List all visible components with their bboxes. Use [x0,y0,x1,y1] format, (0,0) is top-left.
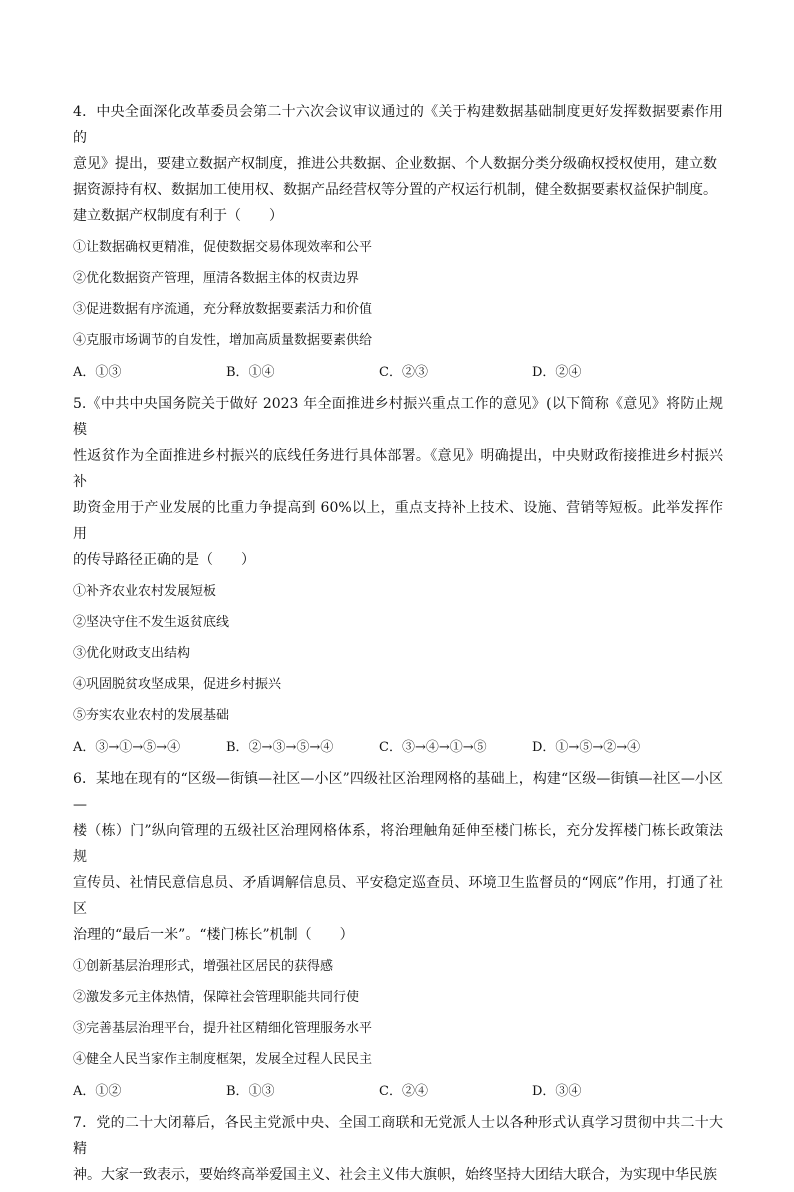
stem-line: 助资金用于产业发展的比重力争提高到 60%以上，重点支持补上技术、设施、营销等短板。此举发挥作用 [73,500,723,542]
choice-c: C．③→④→①→⑤ [379,740,487,755]
choice-a: A．①② [73,1084,122,1099]
question-4 [73,99,723,387]
stem-line: 的传导路径正确的是（ ） [73,552,255,568]
stem-line: 治理的“最后一米”。“楼门栋长”机制（ ） [73,927,354,943]
stem-line: 神。大家一致表示，要始终高举爱国主义、社会主义伟大旗帜，始终坚持大团结大联合，为实现中华民族 [73,1167,717,1183]
choice-b: B．②→③→⑤→④ [226,740,334,755]
question-stem [73,391,723,573]
option-item: ③促进数据有序流通，充分释放数据要素活力和价值 [73,302,373,317]
option-item: ①补齐农业农村发展短板 [73,584,217,599]
stem-line: 建立数据产权制度有利于（ ） [73,208,283,224]
question-6 [73,766,723,1106]
stem-line: 性返贫作为全面推进乡村振兴的底线任务进行具体部署。《意见》明确提出，中央财政衔接推进乡村振兴补 [73,448,723,490]
stem-line: 据资源持有权、数据加工使用权、数据产品经营权等分置的产权运行机制，健全数据要素权益保护制度。 [73,182,717,198]
question-stem [73,1110,723,1188]
answer-choices [73,356,723,387]
choice-b: B．①③ [226,1084,275,1099]
choice-c: C．②④ [379,1084,428,1099]
question-stem [73,766,723,948]
stem-line: 4．中央全面深化改革委员会第二十六次会议审议通过的《关于构建数据基础制度更好发挥数据要素作用的 [73,104,723,146]
question-list [73,99,723,1192]
choice-d: D．①→⑤→②→④ [532,740,641,755]
question-5 [73,391,723,762]
choice-a: A．③→①→⑤→④ [73,740,181,755]
stem-line: 6．某地在现有的“区级—街镇—社区—小区”四级社区治理网格的基础上，构建“区级—街镇—社区—小区— [73,771,723,813]
choice-b: B．①④ [226,365,275,380]
answer-choices [73,731,723,762]
option-item: ③优化财政支出结构 [73,646,191,661]
option-item: ②坚决守住不发生返贫底线 [73,615,230,630]
stem-line: 楼（栋）门”纵向管理的五级社区治理网格体系，将治理触角延伸至楼门栋长，充分发挥楼门栋长政策法规 [73,823,723,865]
choice-d: D．③④ [532,1084,582,1099]
stem-line: 宣传员、社情民意信息员、矛盾调解信息员、平安稳定巡查员、环境卫生监督员的“网底”作用，打通了社区 [73,875,723,917]
option-item: ①创新基层治理形式，增强社区居民的获得感 [73,959,334,974]
option-item: ④健全人民当家作主制度框架，发展全过程人民民主 [73,1052,373,1067]
answer-choices [73,1075,723,1106]
choice-d: D．②④ [532,365,582,380]
choice-a: A．①③ [73,365,122,380]
option-item: ④克服市场调节的自发性，增加高质量数据要素供给 [73,333,373,348]
option-item: ②激发多元主体热情，保障社会管理职能共同行使 [73,990,360,1005]
option-item: ④巩固脱贫攻坚成果，促进乡村振兴 [73,677,282,692]
stem-line: 意见》提出，要建立数据产权制度，推进公共数据、企业数据、个人数据分类分级确权授权使用，建立数 [73,156,717,172]
option-item: ①让数据确权更精准，促使数据交易体现效率和公平 [73,240,373,255]
question-7 [73,1110,723,1188]
option-item: ⑤夯实农业农村的发展基础 [73,708,230,723]
option-item: ③完善基层治理平台，提升社区精细化管理服务水平 [73,1021,373,1036]
question-stem [73,99,723,229]
option-item: ②优化数据资产管理，厘清各数据主体的权责边界 [73,271,360,286]
stem-line: 7．党的二十大闭幕后，各民主党派中央、全国工商联和无党派人士以各种形式认真学习贯彻中共二十大精 [73,1115,723,1157]
choice-c: C．②③ [379,365,428,380]
stem-line: 5.《中共中央国务院关于做好 2023 年全面推进乡村振兴重点工作的意见》(以下简称《意见》将防止规模 [73,396,723,438]
